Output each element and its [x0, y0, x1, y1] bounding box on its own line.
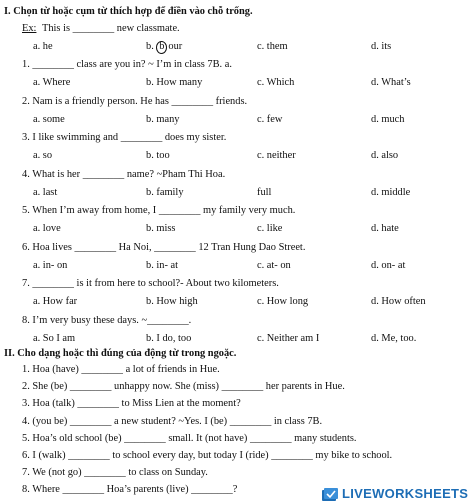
option-d[interactable]: d. on- at: [371, 260, 406, 271]
option-a[interactable]: a. in- on: [33, 260, 68, 271]
option-a[interactable]: a. Where: [33, 77, 71, 88]
option-c[interactable]: c. few: [257, 114, 283, 125]
question-4: [0, 167, 474, 183]
option-a[interactable]: a. love: [33, 223, 61, 234]
option-d[interactable]: d. Me, too.: [371, 333, 417, 344]
verb-exercise-2: [0, 379, 474, 395]
option-a[interactable]: a. How far: [33, 296, 78, 307]
question-text: 6. Hoa lives ________ Ha Noi, ________ 12 Tran Hung Dao Street.: [22, 242, 306, 253]
question-2: [0, 94, 474, 110]
option-b[interactable]: b. miss: [146, 223, 176, 234]
liveworksheets-brand: LIVEWORKSHEETS: [342, 486, 469, 501]
options-row: [0, 148, 474, 164]
question-1: [0, 57, 474, 73]
verb-exercise-6: [0, 448, 474, 464]
option-d[interactable]: d. much: [371, 114, 405, 125]
example-option-a: a. he: [33, 41, 53, 52]
verb-exercise-1: [0, 362, 474, 378]
verb-exercise-7: [0, 465, 474, 481]
question-8: [0, 313, 474, 329]
question-text: 2. Nam is a friendly person. He has ________ friends.: [22, 96, 248, 107]
option-c[interactable]: c. at- on: [257, 260, 291, 271]
option-b[interactable]: b. in- at: [146, 260, 179, 271]
question-text: 5. When I’m away from home, I ________ my family very much.: [22, 205, 296, 216]
options-row: [0, 294, 474, 310]
option-b[interactable]: b. too: [146, 150, 170, 161]
option-a[interactable]: a. So I am: [33, 333, 76, 344]
example-sentence: This is ________ new classmate.: [42, 23, 180, 34]
option-c[interactable]: full: [257, 187, 272, 198]
question-text: 4. What is her ________ name? ~Pham Thi Hoa.: [22, 169, 226, 180]
options-row: [0, 258, 474, 274]
example-label: Ex:: [22, 23, 37, 34]
section1-heading: I. Chọn từ hoặc cụm từ thích hợp để điền vào chỗ trống.: [4, 6, 253, 17]
verb-exercise-text: 3. Hoa (talk) ________ to Miss Lien at the moment?: [22, 398, 241, 409]
option-d[interactable]: d. also: [371, 150, 399, 161]
options-row: [0, 75, 474, 91]
option-c[interactable]: c. Which: [257, 77, 295, 88]
circled-answer: b: [156, 41, 167, 54]
option-a[interactable]: a. so: [33, 150, 53, 161]
option-c[interactable]: c. neither: [257, 150, 296, 161]
option-c[interactable]: c. Neither am I: [257, 333, 320, 344]
example-options: [0, 39, 474, 55]
verb-exercise-text: 8. Where ________ Hoa’s parents (live) ________?: [22, 484, 238, 495]
options-row: [0, 185, 474, 201]
verb-exercise-text: 1. Hoa (have) ________ a lot of friends in Hue.: [22, 364, 220, 375]
question-7: [0, 276, 474, 292]
liveworksheets-logo-icon: [322, 488, 340, 502]
question-text: 8. I’m very busy these days. ~________.: [22, 315, 192, 326]
example-option-c: c. them: [257, 41, 288, 52]
options-row: [0, 331, 474, 347]
verb-exercise-text: 5. Hoa’s old school (be) ________ small. It (not have) ________ many students.: [22, 433, 357, 444]
question-3: [0, 130, 474, 146]
option-b[interactable]: b. I do, too: [146, 333, 192, 344]
verb-exercise-text: 7. We (not go) ________ to class on Sunday.: [22, 467, 208, 478]
option-d[interactable]: d. middle: [371, 187, 411, 198]
option-b[interactable]: b. How many: [146, 77, 203, 88]
example-question: [0, 21, 474, 37]
question-text: 3. I like swimming and ________ does my sister.: [22, 132, 227, 143]
verb-exercise-4: [0, 414, 474, 430]
option-b[interactable]: b. family: [146, 187, 184, 198]
options-row: [0, 112, 474, 128]
verb-exercise-text: 2. She (be) ________ unhappy now. She (miss) ________ her parents in Hue.: [22, 381, 345, 392]
question-text: 7. ________ is it from here to school?- About two kilometers.: [22, 278, 279, 289]
options-row: [0, 221, 474, 237]
option-d[interactable]: d. What’s: [371, 77, 411, 88]
option-d[interactable]: d. How often: [371, 296, 426, 307]
verb-exercise-text: 4. (you be) ________ a new student? ~Yes. I (be) ________ in class 7B.: [22, 416, 323, 427]
example-option-d: d. its: [371, 41, 392, 52]
verb-exercise-text: 6. I (walk) ________ to school every day, but today I (ride) ________ my bike to school.: [22, 450, 393, 461]
verb-exercise-5: [0, 431, 474, 447]
option-b[interactable]: b. How high: [146, 296, 198, 307]
option-b[interactable]: b. many: [146, 114, 180, 125]
option-c[interactable]: c. How long: [257, 296, 309, 307]
section2-heading: II. Cho dạng hoặc thì đúng của động từ trong ngoặc.: [4, 348, 237, 359]
question-5: [0, 203, 474, 219]
option-c[interactable]: c. like: [257, 223, 283, 234]
option-d[interactable]: d. hate: [371, 223, 399, 234]
option-a[interactable]: a. some: [33, 114, 65, 125]
option-a[interactable]: a. last: [33, 187, 58, 198]
example-option-b: b. b our: [146, 41, 183, 52]
question-text: 1. ________ class are you in? ~ I’m in class 7B. a.: [22, 59, 232, 70]
verb-exercise-3: [0, 396, 474, 412]
question-6: [0, 240, 474, 256]
